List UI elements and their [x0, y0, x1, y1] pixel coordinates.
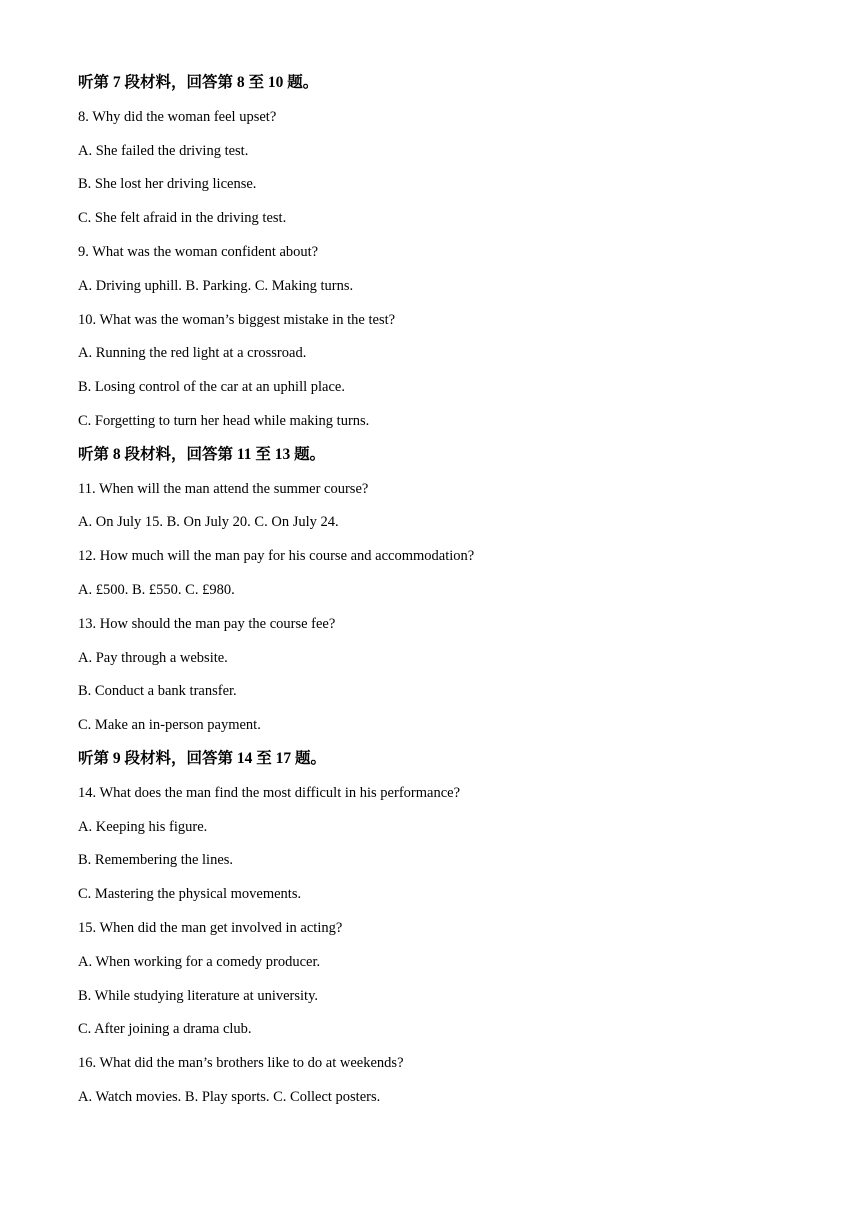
options-12: A. £500. B. £550. C. £980. [78, 581, 235, 598]
option-8c: C. She felt afraid in the driving test. [78, 210, 287, 227]
question-8: 8. Why did the woman feel upset? [78, 108, 277, 125]
options-9: A. Driving uphill. B. Parking. C. Making turns. [78, 277, 354, 294]
section-heading-9: 听第 9 段材料，回答第 14 至 17 题。 [78, 749, 327, 767]
option-15b: B. While studying literature at university. [78, 987, 319, 1004]
option-13a: A. Pay through a website. [78, 649, 228, 666]
option-14b: B. Remembering the lines. [78, 852, 234, 869]
option-8b: B. She lost her driving license. [78, 176, 257, 193]
question-16: 16. What did the man’s brothers like to do at weekends? [78, 1055, 404, 1072]
option-14a: A. Keeping his figure. [78, 818, 208, 835]
question-11: 11. When will the man attend the summer course? [78, 480, 369, 497]
option-15c: C. After joining a drama club. [78, 1021, 252, 1038]
option-10b: B. Losing control of the car at an uphill place. [78, 379, 345, 396]
option-10a: A. Running the red light at a crossroad. [78, 345, 307, 362]
question-10: 10. What was the woman’s biggest mistake in the test? [78, 311, 396, 328]
question-9: 9. What was the woman confident about? [78, 243, 319, 260]
section-heading-8: 听第 8 段材料，回答第 11 至 13 题。 [78, 445, 326, 463]
options-11: A. On July 15. B. On July 20. C. On July 24. [78, 514, 339, 531]
section-heading-7: 听第 7 段材料，回答第 8 至 10 题。 [78, 74, 319, 91]
option-8a: A. She failed the driving test. [78, 142, 249, 159]
question-12: 12. How much will the man pay for his course and accommodation? [78, 548, 475, 565]
question-15: 15. When did the man get involved in acting? [78, 919, 343, 936]
option-10c: C. Forgetting to turn her head while making turns. [78, 412, 370, 429]
question-14: 14. What does the man find the most difficult in his performance? [78, 784, 461, 801]
option-13c: C. Make an in-person payment. [78, 717, 261, 734]
options-16: A. Watch movies. B. Play sports. C. Collect posters. [78, 1088, 381, 1105]
option-13b: B. Conduct a bank transfer. [78, 683, 237, 700]
option-14c: C. Mastering the physical movements. [78, 886, 302, 903]
document-page [78, 72, 798, 1120]
option-15a: A. When working for a comedy producer. [78, 953, 321, 970]
question-13: 13. How should the man pay the course fee? [78, 615, 336, 632]
